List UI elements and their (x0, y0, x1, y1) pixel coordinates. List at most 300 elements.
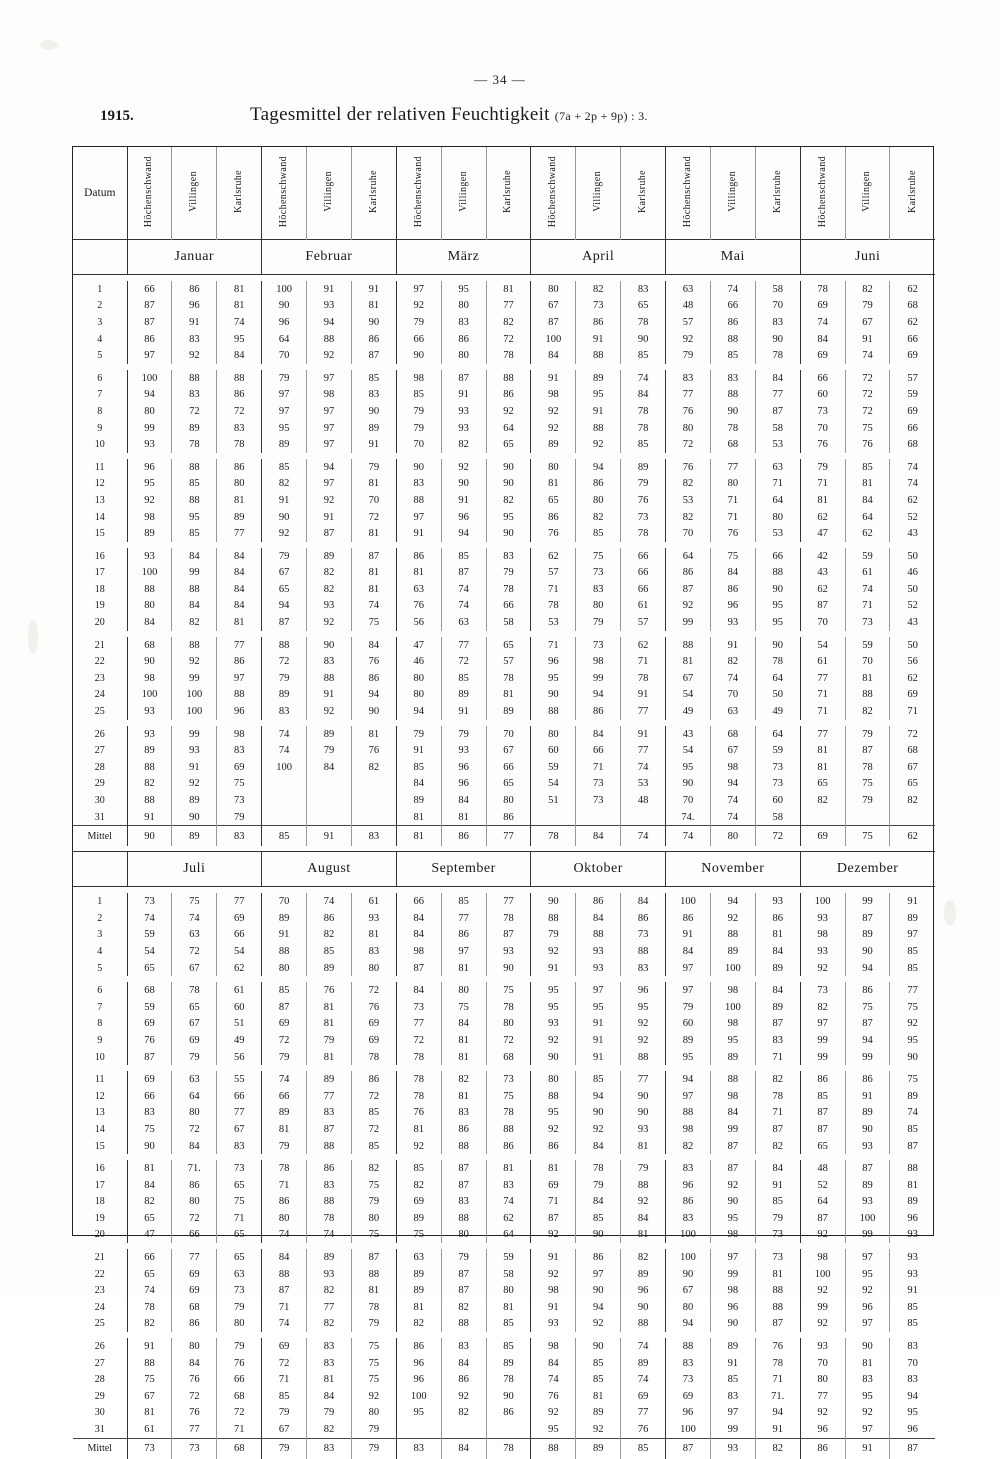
humidity-cell: 75 (351, 1227, 396, 1244)
table-row (73, 1371, 935, 1388)
humidity-cell: 84 (441, 1438, 486, 1459)
humidity-cell: 96 (127, 459, 172, 476)
humidity-cell: 68 (217, 1438, 262, 1459)
humidity-cell: 86 (217, 387, 262, 404)
humidity-cell: 87 (755, 403, 800, 420)
humidity-cell: 86 (486, 387, 531, 404)
humidity-cell: 75 (441, 999, 486, 1016)
humidity-cell: 88 (441, 1138, 486, 1155)
humidity-cell: 73 (755, 1249, 800, 1266)
humidity-cell: 71 (576, 759, 621, 776)
humidity-cell: 52 (890, 509, 935, 526)
humidity-cell: 93 (307, 298, 352, 315)
humidity-cell: 51 (217, 1016, 262, 1033)
humidity-cell: 91 (845, 1438, 890, 1459)
humidity-cell: 84 (127, 1177, 172, 1194)
humidity-cell: 94 (351, 687, 396, 704)
humidity-cell: 84 (710, 565, 755, 582)
humidity-cell: 91 (172, 759, 217, 776)
humidity-cell: 100 (845, 1210, 890, 1227)
row-label: 21 (94, 1252, 105, 1264)
humidity-cell: 91 (127, 809, 172, 826)
humidity-cell: 74 (307, 893, 352, 910)
humidity-cell: 64 (666, 548, 711, 565)
humidity-cell: 85 (396, 1160, 441, 1177)
humidity-cell: 81 (217, 492, 262, 509)
humidity-cell: 72 (845, 403, 890, 420)
humidity-cell: 88 (396, 492, 441, 509)
station-header-villingen (307, 147, 352, 240)
humidity-cell: 74 (890, 459, 935, 476)
humidity-cell: 92 (800, 1282, 845, 1299)
humidity-cell: 72 (217, 403, 262, 420)
humidity-cell: 96 (890, 1210, 935, 1227)
humidity-cell: 80 (396, 687, 441, 704)
humidity-cell: 63 (666, 281, 711, 298)
humidity-cell: 65 (217, 1177, 262, 1194)
humidity-cell: 65 (486, 637, 531, 654)
humidity-cell: 95 (710, 1032, 755, 1049)
humidity-cell (351, 776, 396, 793)
humidity-cell: 84 (396, 776, 441, 793)
humidity-cell: 76 (755, 1338, 800, 1355)
humidity-cell: 85 (710, 347, 755, 364)
humidity-cell: 79 (351, 1316, 396, 1333)
humidity-cell: 73 (486, 1071, 531, 1088)
humidity-cell: 98 (710, 1282, 755, 1299)
humidity-cell: 52 (800, 1177, 845, 1194)
humidity-cell: 67 (172, 960, 217, 977)
humidity-cell: 81 (217, 281, 262, 298)
humidity-cell: 90 (710, 1316, 755, 1333)
humidity-cell: 80 (127, 598, 172, 615)
humidity-cell: 78 (351, 1299, 396, 1316)
humidity-cell: 92 (845, 1282, 890, 1299)
humidity-cell: 81 (441, 1049, 486, 1066)
humidity-cell: 94 (127, 387, 172, 404)
humidity-cell (262, 809, 307, 826)
month-label-april: April (531, 240, 666, 275)
humidity-cell: 66 (710, 298, 755, 315)
humidity-cell: 71 (845, 598, 890, 615)
humidity-cell: 43 (800, 565, 845, 582)
humidity-cell: 97 (307, 403, 352, 420)
humidity-cell: 66 (890, 331, 935, 348)
humidity-cell: 73 (576, 776, 621, 793)
humidity-cell: 91 (666, 927, 711, 944)
humidity-cell: 63 (441, 614, 486, 631)
humidity-cell: 98 (127, 509, 172, 526)
humidity-cell: 92 (710, 1177, 755, 1194)
humidity-cell: 89 (890, 1088, 935, 1105)
humidity-cell: 81 (351, 476, 396, 493)
humidity-cell: 82 (351, 759, 396, 776)
humidity-cell: 98 (396, 943, 441, 960)
humidity-cell: 90 (710, 403, 755, 420)
humidity-cell: 79 (351, 459, 396, 476)
humidity-cell: 97 (710, 1249, 755, 1266)
humidity-cell: 84 (710, 1105, 755, 1122)
humidity-cell: 76 (217, 1355, 262, 1372)
humidity-cell: 99 (800, 1032, 845, 1049)
month-label-märz: März (396, 240, 531, 275)
humidity-cell: 79 (396, 314, 441, 331)
humidity-cell: 88 (531, 703, 576, 720)
humidity-cell: 90 (351, 403, 396, 420)
humidity-cell: 85 (307, 943, 352, 960)
humidity-cell: 94 (710, 776, 755, 793)
humidity-cell: 87 (666, 1438, 711, 1459)
humidity-cell: 66 (127, 1249, 172, 1266)
humidity-cell: 98 (710, 982, 755, 999)
humidity-cell: 85 (621, 1438, 666, 1459)
table-row (73, 370, 935, 387)
humidity-cell: 93 (800, 910, 845, 927)
humidity-cell: 66 (217, 1371, 262, 1388)
humidity-cell: 82 (666, 476, 711, 493)
row-label: 6 (97, 372, 103, 384)
humidity-cell: 68 (890, 298, 935, 315)
humidity-cell: 58 (755, 281, 800, 298)
humidity-cell: 74 (845, 581, 890, 598)
humidity-cell: 81 (441, 1088, 486, 1105)
humidity-cell: 68 (486, 1049, 531, 1066)
station-header-hchenschwand (127, 147, 172, 240)
table-row (73, 776, 935, 793)
humidity-cell: 89 (396, 792, 441, 809)
humidity-cell: 90 (755, 637, 800, 654)
humidity-cell: 95 (755, 614, 800, 631)
humidity-cell: 77 (217, 893, 262, 910)
humidity-cell: 94 (845, 960, 890, 977)
humidity-cell: 72 (351, 1088, 396, 1105)
table-row (73, 509, 935, 526)
humidity-cell: 92 (710, 910, 755, 927)
humidity-cell: 72 (217, 1405, 262, 1422)
humidity-cell: 87 (845, 1160, 890, 1177)
humidity-cell: 85 (576, 1371, 621, 1388)
humidity-cell: 84 (531, 347, 576, 364)
humidity-cell: 48 (666, 298, 711, 315)
humidity-cell: 64 (800, 1194, 845, 1211)
humidity-cell: 74 (441, 581, 486, 598)
humidity-cell: 86 (396, 548, 441, 565)
humidity-cell: 92 (576, 1316, 621, 1333)
humidity-cell: 88 (710, 387, 755, 404)
humidity-cell: 88 (755, 565, 800, 582)
humidity-cell: 77 (396, 1016, 441, 1033)
humidity-cell: 61 (845, 565, 890, 582)
humidity-cell: 87 (351, 1249, 396, 1266)
row-label: 23 (94, 672, 105, 684)
humidity-cell: 74 (127, 1282, 172, 1299)
humidity-cell: 100 (800, 893, 845, 910)
row-label: 26 (94, 728, 105, 740)
humidity-cell: 95 (576, 999, 621, 1016)
humidity-cell: 91 (621, 726, 666, 743)
humidity-cell: 76 (710, 525, 755, 542)
humidity-cell: 87 (800, 1210, 845, 1227)
humidity-cell: 84 (396, 982, 441, 999)
humidity-cell: 92 (845, 1405, 890, 1422)
humidity-cell: 78 (172, 982, 217, 999)
humidity-cell: 66 (217, 927, 262, 944)
humidity-cell: 50 (890, 637, 935, 654)
humidity-cell: 92 (531, 1405, 576, 1422)
humidity-cell: 75 (845, 826, 890, 847)
humidity-cell: 59 (531, 759, 576, 776)
humidity-cell: 59 (127, 999, 172, 1016)
humidity-cell: 57 (890, 370, 935, 387)
humidity-cell: 74 (262, 1071, 307, 1088)
humidity-cell: 71 (755, 1371, 800, 1388)
humidity-cell: 72 (666, 436, 711, 453)
row-label: 7 (97, 1001, 103, 1013)
humidity-cell: 97 (845, 1421, 890, 1438)
humidity-cell: 66 (396, 331, 441, 348)
humidity-cell: 43 (890, 525, 935, 542)
humidity-cell: 80 (486, 1282, 531, 1299)
humidity-cell: 90 (621, 1105, 666, 1122)
humidity-cell: 71 (217, 1421, 262, 1438)
humidity-cell: 81 (531, 476, 576, 493)
row-label: 14 (94, 511, 105, 523)
row-label: Mittel (73, 1438, 127, 1459)
humidity-cell: 65 (890, 776, 935, 793)
row-label: 13 (94, 1107, 105, 1119)
page-number: — 34 — (474, 72, 526, 87)
humidity-cell: 77 (800, 1388, 845, 1405)
humidity-cell: 90 (307, 637, 352, 654)
humidity-cell: 81 (396, 1299, 441, 1316)
humidity-cell: 88 (172, 370, 217, 387)
humidity-cell: 89 (172, 826, 217, 847)
humidity-cell: 88 (845, 687, 890, 704)
humidity-cell: 73 (755, 759, 800, 776)
humidity-cell: 77 (800, 670, 845, 687)
humidity-cell: 94 (666, 1071, 711, 1088)
humidity-cell: 78 (531, 826, 576, 847)
humidity-cell: 83 (351, 943, 396, 960)
humidity-cell: 86 (710, 581, 755, 598)
humidity-cell: 100 (172, 703, 217, 720)
humidity-cell: 94 (262, 598, 307, 615)
row-label: 17 (94, 567, 105, 579)
humidity-cell: 74 (307, 1227, 352, 1244)
humidity-cell: 68 (890, 436, 935, 453)
humidity-cell: 69 (351, 1032, 396, 1049)
humidity-cell: 84 (396, 910, 441, 927)
humidity-cell: 85 (262, 459, 307, 476)
row-label: 25 (94, 1318, 105, 1330)
humidity-cell: 96 (800, 1421, 845, 1438)
humidity-cell: 54 (800, 637, 845, 654)
humidity-cell: 93 (127, 726, 172, 743)
humidity-cell: 70 (710, 687, 755, 704)
humidity-cell: 78 (307, 1210, 352, 1227)
humidity-cell: 86 (307, 910, 352, 927)
humidity-cell: 49 (755, 703, 800, 720)
humidity-cell: 66 (576, 742, 621, 759)
humidity-cell: 97 (127, 347, 172, 364)
humidity-cell: 85 (576, 1210, 621, 1227)
row-label: 22 (94, 656, 105, 668)
humidity-cell: 81 (441, 809, 486, 826)
humidity-cell: 42 (800, 548, 845, 565)
humidity-cell: 99 (845, 1227, 890, 1244)
humidity-cell: 86 (217, 653, 262, 670)
table-row (73, 314, 935, 331)
humidity-cell: 58 (755, 420, 800, 437)
humidity-cell: 91 (576, 1049, 621, 1066)
humidity-cell: 97 (710, 1405, 755, 1422)
humidity-cell: 97 (845, 1249, 890, 1266)
humidity-cell: 53 (666, 492, 711, 509)
humidity-cell: 84 (576, 1138, 621, 1155)
humidity-cell: 67 (486, 742, 531, 759)
humidity-cell: 83 (396, 1438, 441, 1459)
humidity-cell: 79 (217, 1299, 262, 1316)
humidity-cell: 65 (531, 492, 576, 509)
table-row (73, 1177, 935, 1194)
station-header-villingen (845, 147, 890, 240)
humidity-cell: 75 (890, 999, 935, 1016)
humidity-cell: 99 (576, 670, 621, 687)
table-row (73, 581, 935, 598)
humidity-cell: 91 (576, 403, 621, 420)
humidity-cell: 73 (755, 776, 800, 793)
humidity-cell: 91 (307, 281, 352, 298)
humidity-cell: 73 (127, 1438, 172, 1459)
humidity-cell: 86 (307, 1160, 352, 1177)
humidity-cell: 81 (396, 826, 441, 847)
humidity-cell: 94 (666, 1316, 711, 1333)
humidity-cell: 81 (217, 614, 262, 631)
humidity-cell: 81 (307, 1016, 352, 1033)
humidity-cell: 88 (890, 1160, 935, 1177)
row-label: 3 (97, 316, 103, 328)
humidity-cell: 92 (441, 1388, 486, 1405)
humidity-cell: 77 (621, 742, 666, 759)
humidity-cell: 88 (262, 1266, 307, 1283)
humidity-cell: 98 (710, 1088, 755, 1105)
humidity-cell: 95 (531, 1421, 576, 1438)
humidity-cell: 81 (486, 1160, 531, 1177)
humidity-cell: 82 (441, 436, 486, 453)
humidity-cell: 82 (845, 703, 890, 720)
humidity-cell: 92 (800, 1405, 845, 1422)
humidity-cell: 73 (217, 1160, 262, 1177)
humidity-cell: 82 (396, 1316, 441, 1333)
humidity-cell: 56 (890, 653, 935, 670)
humidity-cell: 80 (217, 1316, 262, 1333)
humidity-cell: 80 (800, 1371, 845, 1388)
humidity-cell: 85 (172, 525, 217, 542)
humidity-cell: 97 (396, 281, 441, 298)
humidity-cell: 81 (755, 1266, 800, 1283)
row-label: 31 (94, 1424, 105, 1436)
humidity-cell: 78 (396, 1071, 441, 1088)
humidity-cell: 98 (710, 1227, 755, 1244)
humidity-cell: 89 (396, 1266, 441, 1283)
humidity-cell: 72 (172, 1121, 217, 1138)
humidity-cell: 88 (666, 1105, 711, 1122)
month-label-november: November (666, 852, 801, 887)
row-label: 9 (97, 1034, 103, 1046)
humidity-cell: 83 (755, 314, 800, 331)
humidity-cell: 83 (262, 703, 307, 720)
humidity-cell: 92 (351, 1388, 396, 1405)
humidity-cell: 92 (576, 1421, 621, 1438)
humidity-cell: 79 (307, 742, 352, 759)
humidity-cell: 72 (172, 1388, 217, 1405)
station-header-label: Villingen (322, 171, 334, 212)
humidity-cell: 86 (217, 459, 262, 476)
table-row (73, 1049, 935, 1066)
humidity-cell: 88 (262, 637, 307, 654)
humidity-cell: 60 (531, 742, 576, 759)
humidity-cell: 81 (755, 927, 800, 944)
humidity-cell: 83 (890, 1371, 935, 1388)
humidity-cell: 55 (217, 1071, 262, 1088)
humidity-cell: 68 (710, 726, 755, 743)
humidity-cell: 65 (127, 960, 172, 977)
humidity-cell: 88 (217, 687, 262, 704)
humidity-cell: 48 (621, 792, 666, 809)
humidity-cell: 78 (217, 436, 262, 453)
humidity-cell: 84 (172, 598, 217, 615)
humidity-cell: 89 (307, 960, 352, 977)
humidity-cell: 79 (845, 726, 890, 743)
humidity-cell: 66 (621, 581, 666, 598)
humidity-cell: 84 (755, 982, 800, 999)
humidity-cell: 86 (172, 281, 217, 298)
humidity-cell: 100 (800, 1266, 845, 1283)
humidity-cell: 60 (800, 387, 845, 404)
humidity-cell: 73 (172, 1438, 217, 1459)
humidity-cell: 92 (531, 1121, 576, 1138)
humidity-cell: 60 (666, 1016, 711, 1033)
row-label: 2 (97, 300, 103, 312)
humidity-cell: 85 (351, 1138, 396, 1155)
humidity-cell: 85 (890, 1316, 935, 1333)
humidity-cell: 100 (710, 999, 755, 1016)
humidity-cell: 97 (576, 982, 621, 999)
row-label: 2 (97, 912, 103, 924)
humidity-cell: 92 (172, 776, 217, 793)
table-row (73, 726, 935, 743)
month-label-august: August (262, 852, 397, 887)
humidity-cell: 63 (217, 1266, 262, 1283)
humidity-cell: 83 (351, 826, 396, 847)
humidity-cell: 91 (755, 1177, 800, 1194)
table-row (73, 637, 935, 654)
humidity-cell: 95 (127, 476, 172, 493)
humidity-cell: 84 (307, 1388, 352, 1405)
humidity-cell: 93 (351, 910, 396, 927)
humidity-cell: 70 (800, 614, 845, 631)
humidity-cell: 81 (666, 653, 711, 670)
humidity-cell: 91 (351, 281, 396, 298)
humidity-cell: 67 (890, 759, 935, 776)
humidity-cell: 84 (755, 943, 800, 960)
humidity-cell: 74 (621, 826, 666, 847)
humidity-cell: 69 (172, 1266, 217, 1283)
humidity-cell: 100 (666, 1227, 711, 1244)
row-label: 16 (94, 1163, 105, 1175)
humidity-cell: 91 (531, 960, 576, 977)
humidity-cell: 58 (486, 1266, 531, 1283)
